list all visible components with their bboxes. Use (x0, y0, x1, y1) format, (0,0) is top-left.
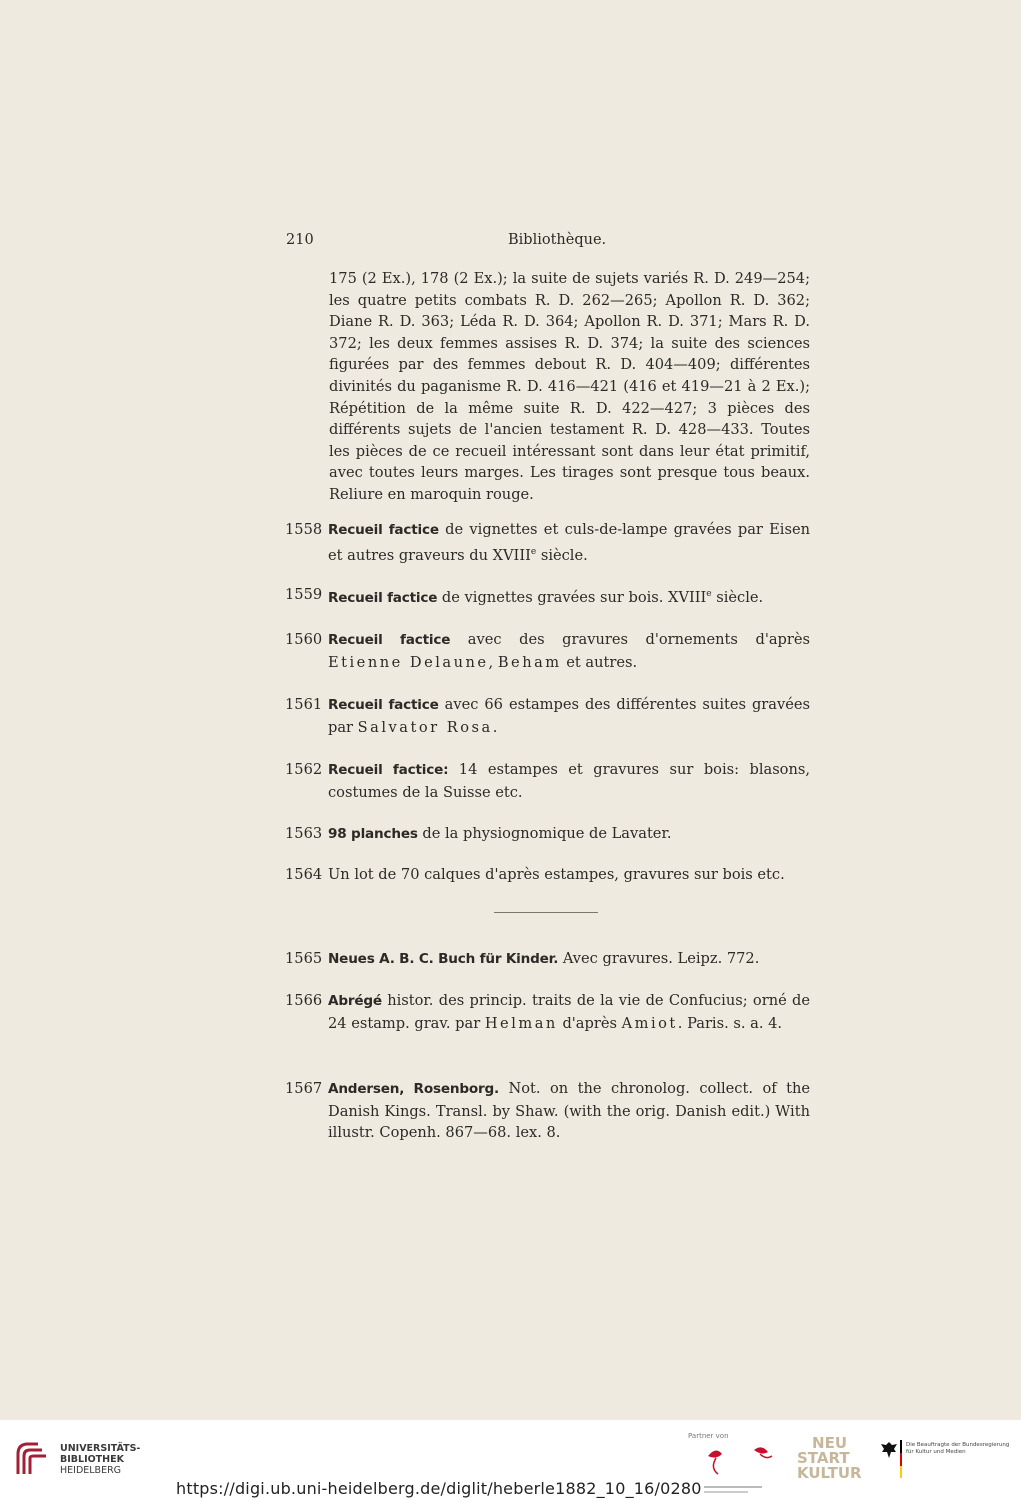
entry-text: avec 66 estampes des différentes suites gravées par (328, 696, 810, 736)
bkm-label[interactable] (906, 1442, 1016, 1456)
continuation-paragraph: 175 (2 Ex.), 178 (2 Ex.); la suite de sujets variés R. D. 249—254; les quatre petits combats R. D. 262—265; Apollon R. D. 362; Diane R. D. 363; Léda R. D. 364; Apollon R. D. 371; Mars R. D. 372; les deux femmes assises R. D. 374; la suite des sciences figurées par des femmes debout R. D. 404—409; différentes divinités du paganisme R. D. 416—421 (416 et 419—21 à 2 Ex.); Répétition de la même suite R. D. 422—427; 3 pièces des différents sujets de l'ancien testament R. D. 428—433. Toutes les pièces de ce recueil intéressant sont dans leur état primitif, avec toutes leurs marges. Les tirages sont presque tous beaux. Reliure en maroquin rouge. (329, 270, 810, 503)
bkm-line: für Kultur und Medien (906, 1449, 966, 1455)
entry-number: 1559 (285, 586, 323, 603)
entry-number: 1563 (285, 825, 323, 842)
entry-text: siècle. (711, 588, 764, 606)
neustart-kultur-logo[interactable] (797, 1434, 862, 1482)
catalog-entry (285, 629, 810, 673)
catalog-entry (285, 584, 810, 609)
university-library-name[interactable] (60, 1443, 140, 1476)
catalog-entry (285, 519, 810, 566)
entry-text: . (492, 718, 498, 736)
library-name-line: HEIDELBERG (60, 1465, 122, 1476)
entry-text: , (488, 653, 498, 671)
entry-text: et autres. (561, 653, 638, 671)
catalog-entry (285, 990, 810, 1034)
university-library-logo-icon[interactable] (14, 1438, 54, 1478)
entry-text: de la physiognomique de Lavater. (417, 825, 672, 842)
entry-text: siècle. (536, 546, 588, 564)
entry-text: de vignettes gravées sur bois. XVIII (437, 588, 707, 606)
partner-label: Partner von (688, 1432, 729, 1440)
artist-name: Helman (484, 1014, 558, 1032)
entry-text: Avec gravures. Leipz. 772. (558, 950, 760, 967)
entry-number: 1564 (285, 866, 323, 883)
catalog-entry (285, 759, 810, 803)
artist-name: Beham (497, 653, 562, 671)
library-name-line: UNIVERSITÄTS- (60, 1443, 141, 1454)
entry-heading: Andersen, Rosenborg. (328, 1081, 500, 1097)
entry-heading: Neues A. B. C. Buch für Kinder. (328, 951, 559, 967)
entry-heading: Recueil factice (328, 697, 439, 713)
superscript: e (530, 546, 537, 557)
source-url-link[interactable]: https://digi.ub.uni-heidelberg.de/diglit/heberle1882_10_16/0280 (176, 1479, 702, 1498)
catalog-entry (285, 948, 810, 971)
entry-heading: Recueil factice (328, 589, 438, 606)
entry-number: 1558 (285, 521, 323, 538)
entry-text: 14 estampes et gravures sur bois: blasons, costumes de la Suisse etc. (328, 761, 810, 801)
entry-number: 1566 (285, 992, 323, 1009)
entry-heading: Abrégé (328, 993, 382, 1009)
neustart-line: START (797, 1449, 850, 1467)
running-title: Bibliothèque. (508, 232, 607, 248)
entry-text: de vignettes et culs-de-lampe gravées par Eisen et autres graveurs du XVIII (328, 521, 810, 564)
entry-text: avec des gravures d'ornements d'après (450, 631, 810, 648)
catalog-entry (285, 694, 810, 738)
entry-heading: 98 planches (328, 826, 418, 842)
neustart-line: KULTUR (797, 1464, 862, 1482)
entry-heading: Recueil factice: (328, 762, 449, 778)
superscript: e (706, 589, 712, 599)
catalog-entry (285, 823, 810, 846)
artist-name: Etienne Delaune (328, 653, 489, 671)
section-divider (494, 912, 598, 913)
bkm-line: Die Beauftragte der Bundesregierung (906, 1442, 1010, 1448)
footer-bar (0, 1420, 1021, 1501)
entry-text: Not. on the chronolog. collect. of the Danish Kings. Transl. by Shaw. (with the orig. Danish edit.) With illustr. Copenh. 867—68. lex. 8. (328, 1080, 810, 1142)
entry-text: . Paris. s. a. 4. (677, 1014, 783, 1032)
entry-number: 1567 (285, 1080, 323, 1097)
artist-name: Amiot (621, 1014, 678, 1032)
entry-number: 1565 (285, 950, 323, 967)
catalog-entry (285, 864, 810, 886)
federal-eagle-icon (880, 1440, 898, 1460)
deutsche-digitale-bibliothek-logo-icon[interactable] (700, 1442, 780, 1497)
artist-name: Salvator Rosa (357, 718, 493, 736)
entry-heading: Recueil factice (328, 632, 451, 648)
neustart-line: NEU (812, 1434, 847, 1452)
entry-number: 1560 (285, 631, 323, 648)
page-header (286, 232, 806, 256)
entry-number: 1562 (285, 761, 323, 778)
german-flag-bar-icon (900, 1440, 902, 1478)
catalog-entry (285, 1078, 810, 1144)
entry-number: 1561 (285, 696, 323, 713)
entry-text: d'après (557, 1014, 622, 1032)
library-name-line: BIBLIOTHEK (60, 1454, 124, 1465)
entry-heading: Recueil factice (328, 522, 439, 538)
entry-text: histor. des princip. traits de la vie de Confucius; orné de 24 estamp. grav. par (328, 992, 810, 1032)
entry-text: Un lot de 70 calques d'après estampes, gravures sur bois etc. (328, 866, 785, 883)
page-number: 210 (286, 232, 314, 248)
